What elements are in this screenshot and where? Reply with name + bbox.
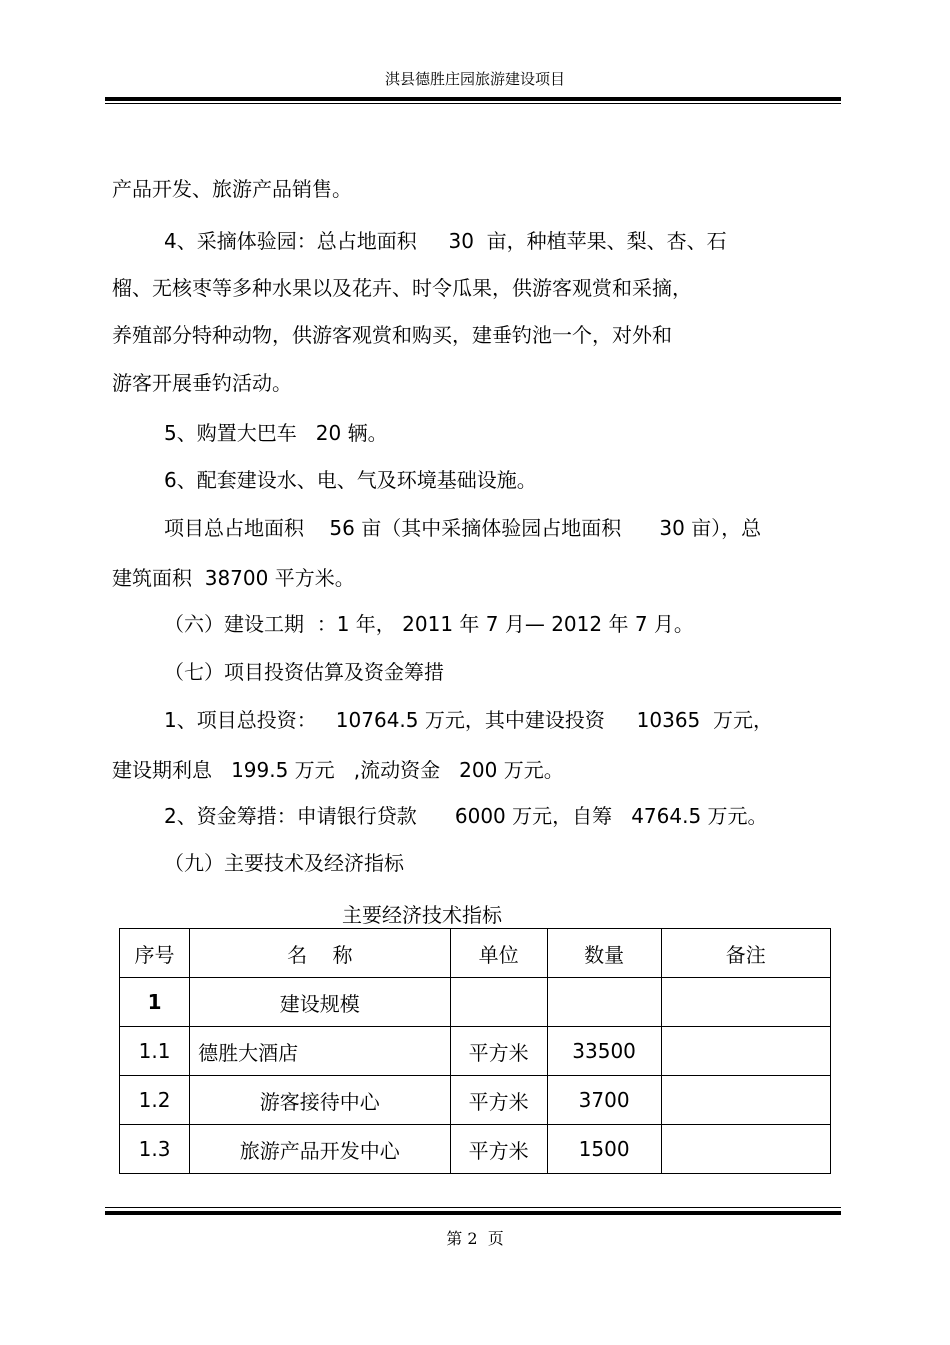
body-line: 榴、无核枣等多种水果以及花卉、时令瓜果，供游客观赏和采摘， [112,276,692,300]
table-row [120,1076,831,1125]
page-header-title: 淇县德胜庄园旅游建设项目 [384,70,565,88]
body-line: （六）建设工期 ：1 年， 2011 年 7 月— 2012 年 7 月。 [164,612,694,636]
body-line: 建筑面积 38700 平方米。 [112,566,355,590]
cell-name: 建设规模 [190,978,450,1027]
cell-unit [450,978,547,1027]
cell-name: 旅游产品开发中心 [190,1125,450,1174]
header-rule-thin [105,103,841,104]
cell-remarks [661,1125,830,1174]
body-line: 产品开发、旅游产品销售。 [112,177,352,201]
body-line: （九）主要技术及经济指标 [164,851,404,875]
cell-remarks [661,978,830,1027]
cell-index: 1.1 [120,1027,190,1076]
body-line: 1、项目总投资： 10764.5 万元，其中建设投资 10365 万元， [164,708,773,732]
footer-rule-thin [105,1207,841,1208]
cell-quantity [547,978,661,1027]
page-number: 第 2 页 [446,1229,504,1248]
cell-remarks [661,1076,830,1125]
body-line: 项目总占地面积 56 亩（其中采摘体验园占地面积 30 亩），总 [164,516,762,540]
cell-unit: 平方米 [450,1027,547,1076]
table-row [120,1125,831,1174]
body-line: 游客开展垂钓活动。 [112,371,292,395]
cell-name: 游客接待中心 [190,1076,450,1125]
footer-rule-thick [105,1211,841,1215]
header-cell-name: 名 称 [190,929,450,978]
header-cell-remarks: 备注 [661,929,830,978]
header-cell-quantity: 数量 [547,929,661,978]
header-rule-thick [105,97,841,101]
cell-quantity: 33500 [547,1027,661,1076]
indicators-table [119,928,831,1174]
cell-quantity: 1500 [547,1125,661,1174]
cell-remarks [661,1027,830,1076]
cell-unit: 平方米 [450,1125,547,1174]
cell-quantity: 3700 [547,1076,661,1125]
table-row [120,978,831,1027]
body-line: 养殖部分特种动物，供游客观赏和购买，建垂钓池一个，对外和 [112,323,672,347]
header-cell-unit: 单位 [450,929,547,978]
table-header-row [120,929,831,978]
body-line: （七）项目投资估算及资金筹措 [164,660,444,684]
body-line: 2、资金筹措：申请银行贷款 6000 万元，自筹 4764.5 万元。 [164,804,768,828]
body-line: 4、采摘体验园：总占地面积 30 亩，种植苹果、梨、杏、石 [164,229,727,253]
body-line: 5、购置大巴车 20 辆。 [164,421,388,445]
cell-index: 1.3 [120,1125,190,1174]
body-line: 建设期利息 199.5 万元 ,流动资金 200 万元。 [112,758,564,782]
cell-unit: 平方米 [450,1076,547,1125]
body-line: 6、配套建设水、电、气及环境基础设施。 [164,468,537,492]
table-row [120,1027,831,1076]
header-cell-index: 序号 [120,929,190,978]
table-caption: 主要经济技术指标 [342,903,502,927]
cell-index: 1.2 [120,1076,190,1125]
cell-index: 1 [120,978,190,1027]
cell-name: 德胜大酒店 [190,1027,450,1076]
